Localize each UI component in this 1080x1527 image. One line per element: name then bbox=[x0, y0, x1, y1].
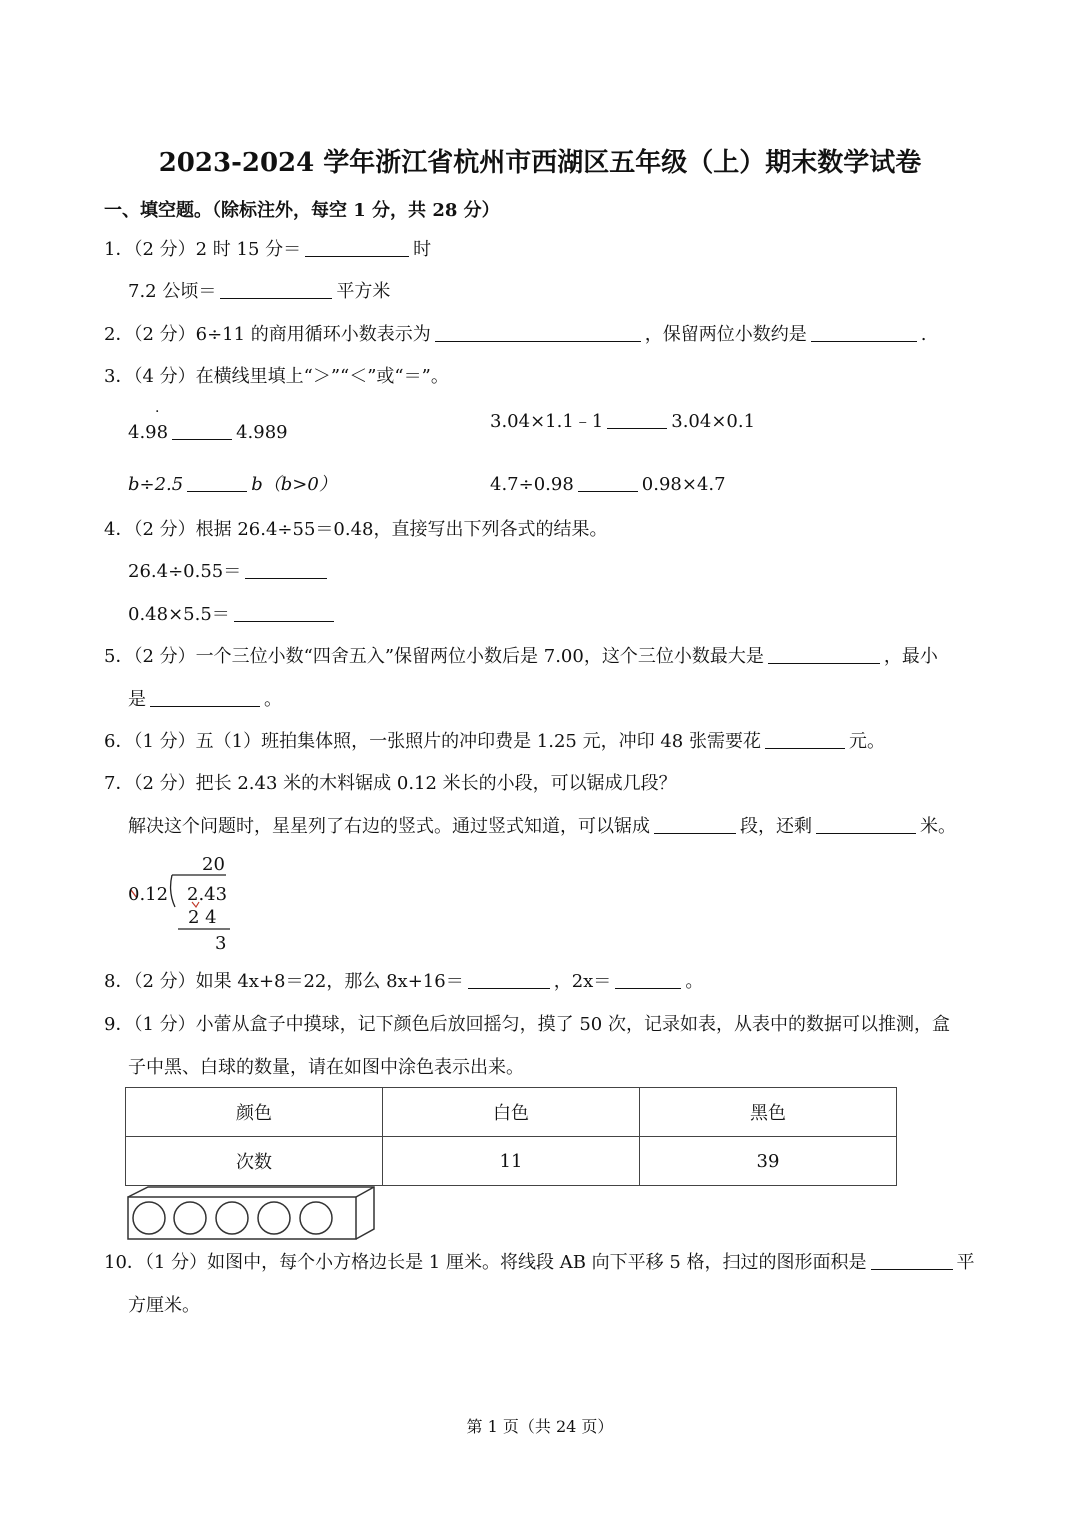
answer-blank[interactable] bbox=[871, 1251, 953, 1270]
question-9: 9．（1 分）小蕾从盒子中摸球，记下颜色后放回摇匀，摸了 50 次，记录如表，从表中的数据可以推测，盒 bbox=[104, 1014, 950, 1035]
question-4a: 26.4÷0.55＝ bbox=[128, 560, 331, 584]
answer-blank[interactable] bbox=[187, 473, 247, 492]
answer-blank[interactable] bbox=[654, 815, 736, 834]
answer-blank[interactable] bbox=[468, 970, 550, 989]
answer-blank[interactable] bbox=[578, 473, 638, 492]
product: 2 4 bbox=[188, 907, 217, 928]
question-10: 10．（1 分）如图中，每个小方格边长是 1 厘米。将线段 AB 向下平移 5 格，扫过的图形面积是 平 bbox=[104, 1252, 975, 1273]
table-row bbox=[126, 1137, 897, 1186]
question-7: 7．（2 分）把长 2.43 米的木料锯成 0.12 米长的小段，可以锯成几段？ bbox=[104, 773, 677, 794]
table-row bbox=[126, 1088, 897, 1137]
answer-blank[interactable] bbox=[150, 688, 260, 707]
page-title: 2023-2024 学年浙江省杭州市西湖区五年级（上）期末数学试卷 bbox=[158, 148, 922, 178]
question-7-line2: 解决这个问题时，星星列了右边的竖式。通过竖式知道，可以锯成 段，还剩 米。 bbox=[128, 816, 956, 837]
table-header: 白色 bbox=[382, 1088, 639, 1137]
question-6: 6．（1 分）五（1）班拍集体照，一张照片的冲印费是 1.25 元，冲印 48 张需要花 元。 bbox=[104, 731, 885, 752]
repeating-dot: · bbox=[155, 404, 160, 420]
answer-blank[interactable] bbox=[615, 970, 681, 989]
question-10-line2: 方厘米。 bbox=[128, 1295, 200, 1316]
answer-blank[interactable] bbox=[607, 410, 667, 429]
answer-blank[interactable] bbox=[305, 238, 409, 257]
answer-blank[interactable] bbox=[220, 280, 332, 299]
question-9-line2: 子中黑、白球的数量，请在如图中涂色表示出来。 bbox=[128, 1057, 524, 1078]
compare-1-right: 3.04×1.1﹣1 3.04×0.1 bbox=[490, 411, 756, 432]
table-cell: 11 bbox=[382, 1137, 639, 1186]
answer-blank[interactable] bbox=[435, 323, 641, 342]
question-4b: 0.48×5.5＝ bbox=[128, 603, 338, 627]
quotient: 20 bbox=[202, 854, 225, 875]
compare-2-left: b÷2.5 b（b>0） bbox=[128, 474, 337, 495]
answer-blank[interactable] bbox=[765, 730, 845, 749]
answer-blank[interactable] bbox=[768, 645, 880, 664]
table-header: 黑色 bbox=[639, 1088, 896, 1137]
answer-blank[interactable] bbox=[816, 815, 916, 834]
dividend: 2.43 bbox=[187, 884, 228, 905]
ball-record-table bbox=[125, 1087, 897, 1186]
answer-blank[interactable] bbox=[234, 603, 334, 622]
question-5-line2: 是 。 bbox=[128, 689, 282, 710]
question-2: 2．（2 分）6÷11 的商用循环小数表示为 ，保留两位小数约是 . bbox=[104, 324, 927, 345]
compare-2-right: 4.7÷0.98 0.98×4.7 bbox=[490, 474, 726, 495]
ball-box-figure[interactable] bbox=[126, 1185, 378, 1241]
divisor: 0.12 bbox=[128, 884, 169, 905]
page-footer: 第 1 页（共 24 页） bbox=[466, 1417, 614, 1436]
answer-blank[interactable] bbox=[811, 323, 917, 342]
question-1a: 1．（2 分）2 时 15 分＝ 时 bbox=[104, 239, 432, 260]
answer-blank[interactable] bbox=[245, 560, 327, 579]
question-3: 3．（4 分）在横线里填上“＞”“＜”或“＝”。 bbox=[104, 366, 449, 387]
remainder: 3 bbox=[215, 933, 227, 954]
question-4: 4．（2 分）根据 26.4÷55＝0.48，直接写出下列各式的结果。 bbox=[104, 519, 608, 540]
answer-blank[interactable] bbox=[172, 421, 232, 440]
table-cell: 39 bbox=[639, 1137, 896, 1186]
question-5: 5．（2 分）一个三位小数“四舍五入”保留两位小数后是 7.00，这个三位小数最大是 ，最小 bbox=[104, 646, 938, 667]
compare-1-left: 4.98 4.989 bbox=[128, 422, 288, 443]
question-1b: 7.2 公顷＝ 平方米 bbox=[128, 281, 391, 302]
question-8: 8．（2 分）如果 4x+8＝22，那么 8x+16＝ ，2x＝ 。 bbox=[104, 971, 704, 992]
section-heading: 一、填空题。（除标注外，每空 1 分，共 28 分） bbox=[104, 200, 500, 221]
table-cell: 次数 bbox=[126, 1137, 383, 1186]
table-header: 颜色 bbox=[126, 1088, 383, 1137]
